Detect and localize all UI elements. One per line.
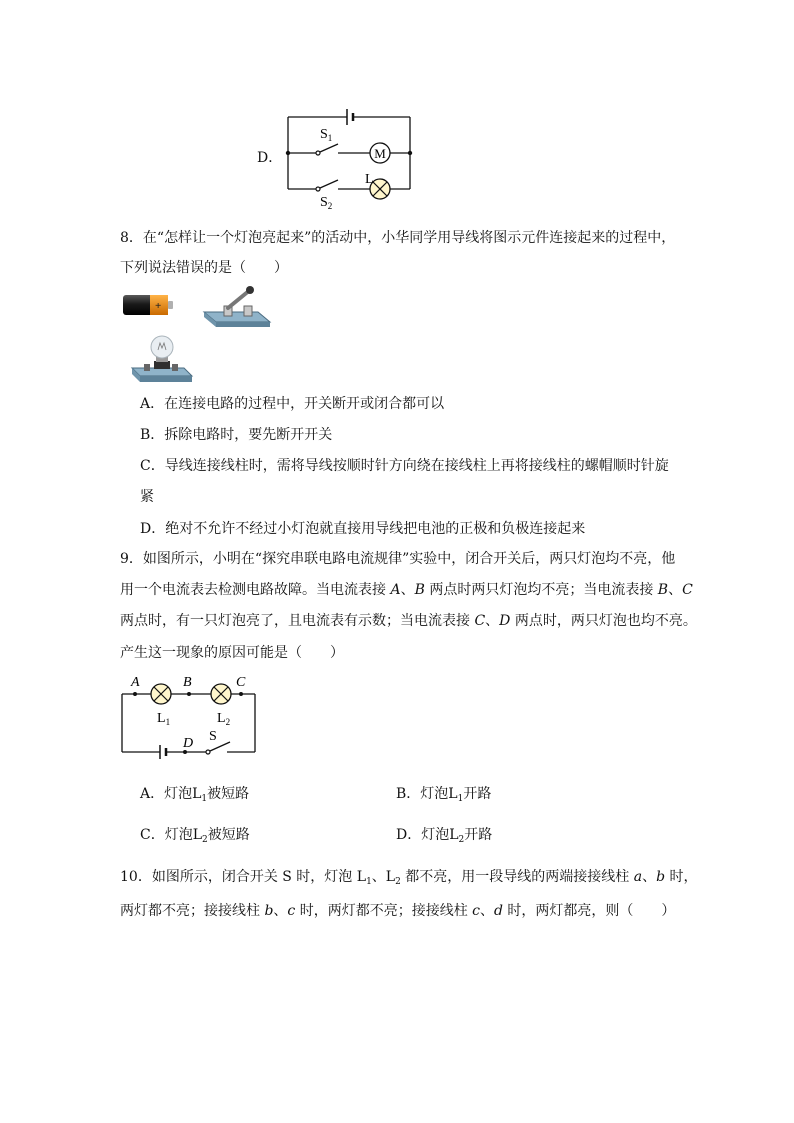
q8-option-c-line1: C．导线连接线柱时，需将导线按顺时针方向绕在接线柱上再将接线柱的螺帽顺时针旋 <box>140 458 669 474</box>
lamp-l1-icon <box>151 684 171 704</box>
q9-option-a: A．灯泡$L_1$被短路 <box>140 786 250 804</box>
lamp-l2-icon <box>211 684 231 704</box>
q10-line2: 两灯都不亮；接接线柱 b、c 时，两灯都不亮；接接线柱 c、d 时，两灯都亮，则（ ） <box>120 903 676 919</box>
q9-point-c-label: C <box>236 675 246 690</box>
q8-stem-line2: 下列说法错误的是（ ） <box>120 260 288 276</box>
q9-point-b-label: B <box>183 675 192 690</box>
q9-line4: 产生这一现象的原因可能是（ ） <box>120 645 344 661</box>
q9-point-a-label: A <box>131 675 140 690</box>
q9-line2: 用一个电流表去检测电路故障。当电流表接 A、B 两点时两只灯泡均不亮；当电流表接 B、C <box>120 582 693 598</box>
battery-image <box>120 292 180 318</box>
q9-switch-label: S <box>209 729 217 744</box>
q9-option-b: B．灯泡$L_1$开路 <box>396 786 492 804</box>
q9-point-d-label: D <box>183 736 194 751</box>
q8-option-d: D．绝对不允许不经过小灯泡就直接用导线把电池的正极和负极连接起来 <box>140 521 586 537</box>
q9-circuit <box>115 672 265 760</box>
q9-l1-label: $L_1$ <box>157 711 171 727</box>
bulb-holder-image <box>126 334 196 386</box>
q8-option-c-line2: 紧 <box>140 489 154 505</box>
q7-option-d-circuit <box>280 100 420 210</box>
knife-switch-image <box>198 282 274 330</box>
q8-option-a: A．在连接电路的过程中，开关断开或闭合都可以 <box>140 396 445 412</box>
q8-stem-line1: 8．在“怎样让一个灯泡亮起来”的活动中，小华同学用导线将图示元件连接起来的过程中， <box>120 230 676 246</box>
q9-option-d: D．灯泡$L_2$开路 <box>396 827 493 845</box>
svg-text:+: + <box>155 300 162 312</box>
q7-motor-label: M <box>374 146 386 161</box>
q9-l2-label: $L_2$ <box>217 711 231 727</box>
q7-s2-label: $S_2$ <box>320 195 333 210</box>
q9-option-c: C．灯泡$L_2$被短路 <box>140 827 250 845</box>
q9-line3: 两点时，有一只灯泡亮了，且电流表有示数；当电流表接 C、D 两点时，两只灯泡也均不亮。 <box>120 613 697 629</box>
q7-s1-label: $S_1$ <box>320 127 333 143</box>
q10-line1: 10．如图所示，闭合开关 S 时，灯泡 $L_1$、$L_2$ 都不亮，用一段导线的两端接接线柱 a、b 时， <box>120 869 698 887</box>
q7-option-d-label: D． <box>257 150 283 166</box>
q8-option-b: B．拆除电路时，要先断开开关 <box>140 427 333 443</box>
q7-lamp-label: L <box>365 172 374 187</box>
q9-line1: 9．如图所示，小明在“探究串联电路电流规律”实验中，闭合开关后，两只灯泡均不亮，他 <box>120 551 676 567</box>
